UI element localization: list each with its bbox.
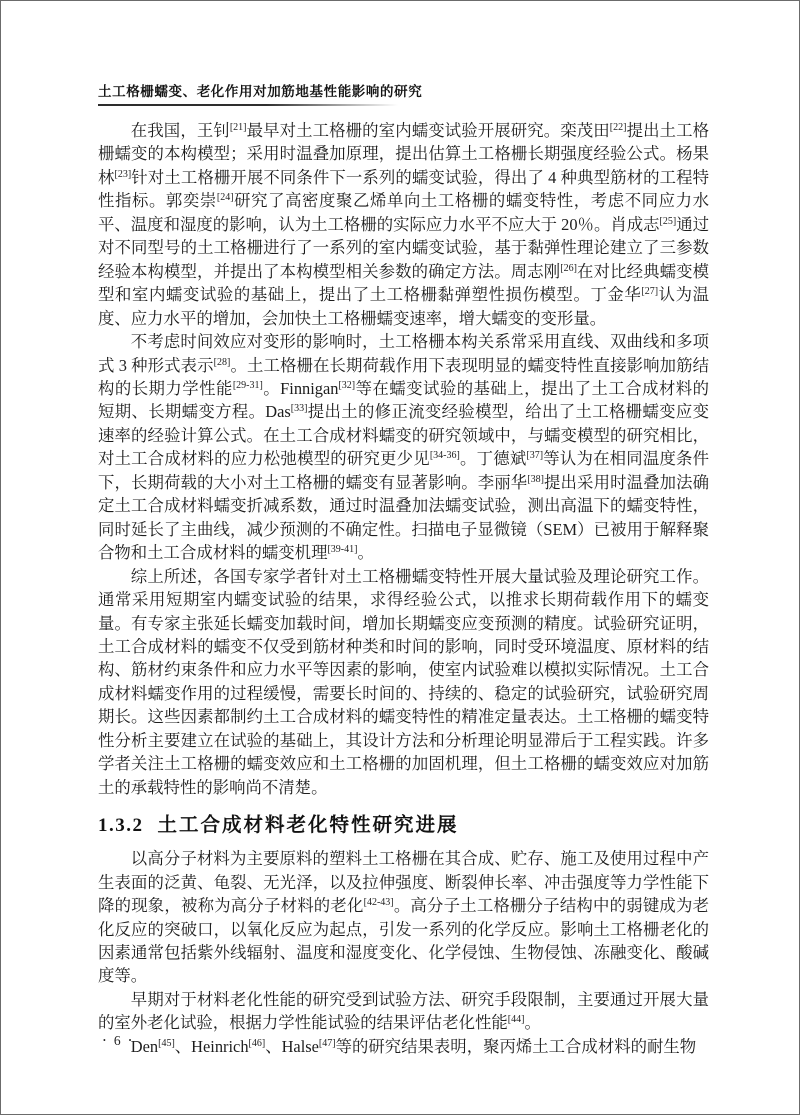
citation-ref: [21] [229,122,247,133]
header-rule-line [98,104,404,106]
citation-ref: [33] [290,403,308,415]
citation-ref: [24] [216,192,234,204]
page-body-text [98,119,709,1058]
paragraph-aging-definition: 以高分子材料为主要原料的塑料土工格栅在其合成、贮存、施工及使用过程中产生表面的泛黄、龟裂、无光泽，以及拉伸强度、断裂伸长率、冲击强度等力学性能下降的现象，被称为高分子材料的老化[42-43]。高分子土工格栅分子结构中的弱键成为老化反应的突破口，以氧化反应为起点，引发一系列的化学反应。影响土工格栅老化的因素通常包括紫外线辐射、温度和湿度变化、化学侵蚀、生物侵蚀、冻融变化、酸碱度等。 [98,849,710,986]
citation-ref: [37] [526,450,544,462]
page-number [103,1034,131,1048]
citation-ref: [38] [527,473,544,485]
citation-ref: [47] [318,1037,336,1049]
paragraph-aging-den-heinrich: Den[45]、Heinrich[46]、Halse[47]等的研究结果表明，聚丙烯土工合成材料的耐生物 [130,1036,697,1056]
citation-ref: [28] [213,356,231,368]
folio-dot-icon: • [103,1035,106,1045]
citation-ref: [39-41] [327,544,358,556]
citation-ref: [29-31] [232,379,263,391]
running-header-title: 土工格栅蠕变、老化作用对加筋地基性能影响的研究 [98,84,423,99]
paragraph-creep-summary: 综上所述，各国专家学者针对土工格栅蠕变特性开展大量试验及理论研究工作。通常采用短期室内蠕变试验的结果，求得经验公式，以推求长期荷载作用下的蠕变量。有专家主张延长蠕变加载时间，增加长期蠕变应变预测的精度。试验研究证明，土工合成材料的蠕变不仅受到筋材种类和时间的影响，同时受环境温度、原材料的结构、筋材约束条件和应力水平等因素的影响，使室内试验难以模拟实际情况。土工合成材料蠕变作用的过程缓慢，需要长时间的、持续的、稳定的试验研究，试验研究周期长。这些因素都制约土工合成材料的蠕变特性的精准定量表达。土工格栅的蠕变特性分析主要建立在试验的基础上，其设计方法和分析理论明显滞后于工程实践。许多学者关注土工格栅的蠕变效应和土工格栅的加固机理，但土工格栅的蠕变效应对加筋土的承载特性的影响尚不清楚。 [98,566,709,797]
citation-ref: [44] [507,1014,525,1026]
citation-ref: [46] [248,1037,266,1049]
folio-number: 6 [113,1033,121,1048]
citation-ref: [42-43] [363,897,394,909]
citation-ref: [32] [338,379,356,391]
section-number: 1.3.2 [98,815,144,837]
citation-ref: [34-36] [429,450,460,462]
citation-ref: [26] [560,262,577,274]
citation-ref: [23] [114,168,132,180]
paragraph-aging-early-research: 早期对于材料老化性能的研究受到试验方法、研究手段限制，主要通过开展大量的室外老化试验，根据力学性能试验的结果评估老化性能[44]。 [98,989,709,1033]
section-title: 土工合成材料老化特性研究进展 [157,814,459,837]
citation-ref: [22] [609,122,627,133]
running-header [98,80,710,106]
citation-ref: [27] [641,286,659,298]
paragraph-creep-models: 不考虑时间效应对变形的影响时，土工格栅本构关系常采用直线、双曲线和多项式 3 种形式表示[28]。土工格栅在长期荷载作用下表现明显的蠕变特性直接影响加筋结构的长期力学性能[29-31]。Finnigan[32]等在蠕变试验的基础上，提出了土工合成材料的短期、长期蠕变方程。Das[33]提出土的修正流变经验模型，给出了土工格栅蠕变应变速率的经验计算公式。在土工合成材料蠕变的研究领域中，与蠕变模型的研究相比，对土工合成材料的应力松弛模型的研究更少见[34-36]。丁德斌[37]等认为在相同温度条件下，长期荷载的大小对土工格栅的蠕变有显著影响。李丽华[38]提出采用时温叠加法确定土工合成材料蠕变折减系数，通过时温叠加法蠕变试验，测出高温下的蠕变特性，同时延长了主曲线，减少预测的不确定性。扫描电子显微镜（SEM）已被用于解释聚合物和土工合成材料的蠕变机理[39-41]。 [98,332,710,563]
section-heading [98,811,709,839]
citation-ref: [25] [659,215,677,227]
citation-ref: [45] [158,1037,175,1049]
paragraph-creep-domestic: 在我国，王钊[21]最早对土工格栅的室内蠕变试验开展研究。栾茂田[22]提出土工格栅蠕变的本构模型；采用时温叠加原理，提出估算土工格栅长期强度经验公式。杨果林[23]针对土工格栅开展不同条件下一系列的蠕变试验，得出了 4 种典型筋材的工程特性指标。郭奕崇[24]研究了高密度聚乙烯单向土工格栅的蠕变特性，考虑不同应力水平、温度和湿度的影响，认为土工格栅的实际应力水平不应大于 20％。肖成志[25]通过对不同型号的土工格栅进行了一系列的室内蠕变试验，基于黏弹性理论建立了三参数经验本构模型，并提出了本构模型相关参数的确定方法。周志刚[26]在对比经典蠕变模型和室内蠕变试验的基础上，提出了土工格栅黏弹塑性损伤模型。丁金华[27]认为温度、应力水平的增加，会加快土工格栅蠕变速率，增大蠕变的变形量。 [98,121,710,328]
folio-dot-icon: • [128,1035,132,1045]
